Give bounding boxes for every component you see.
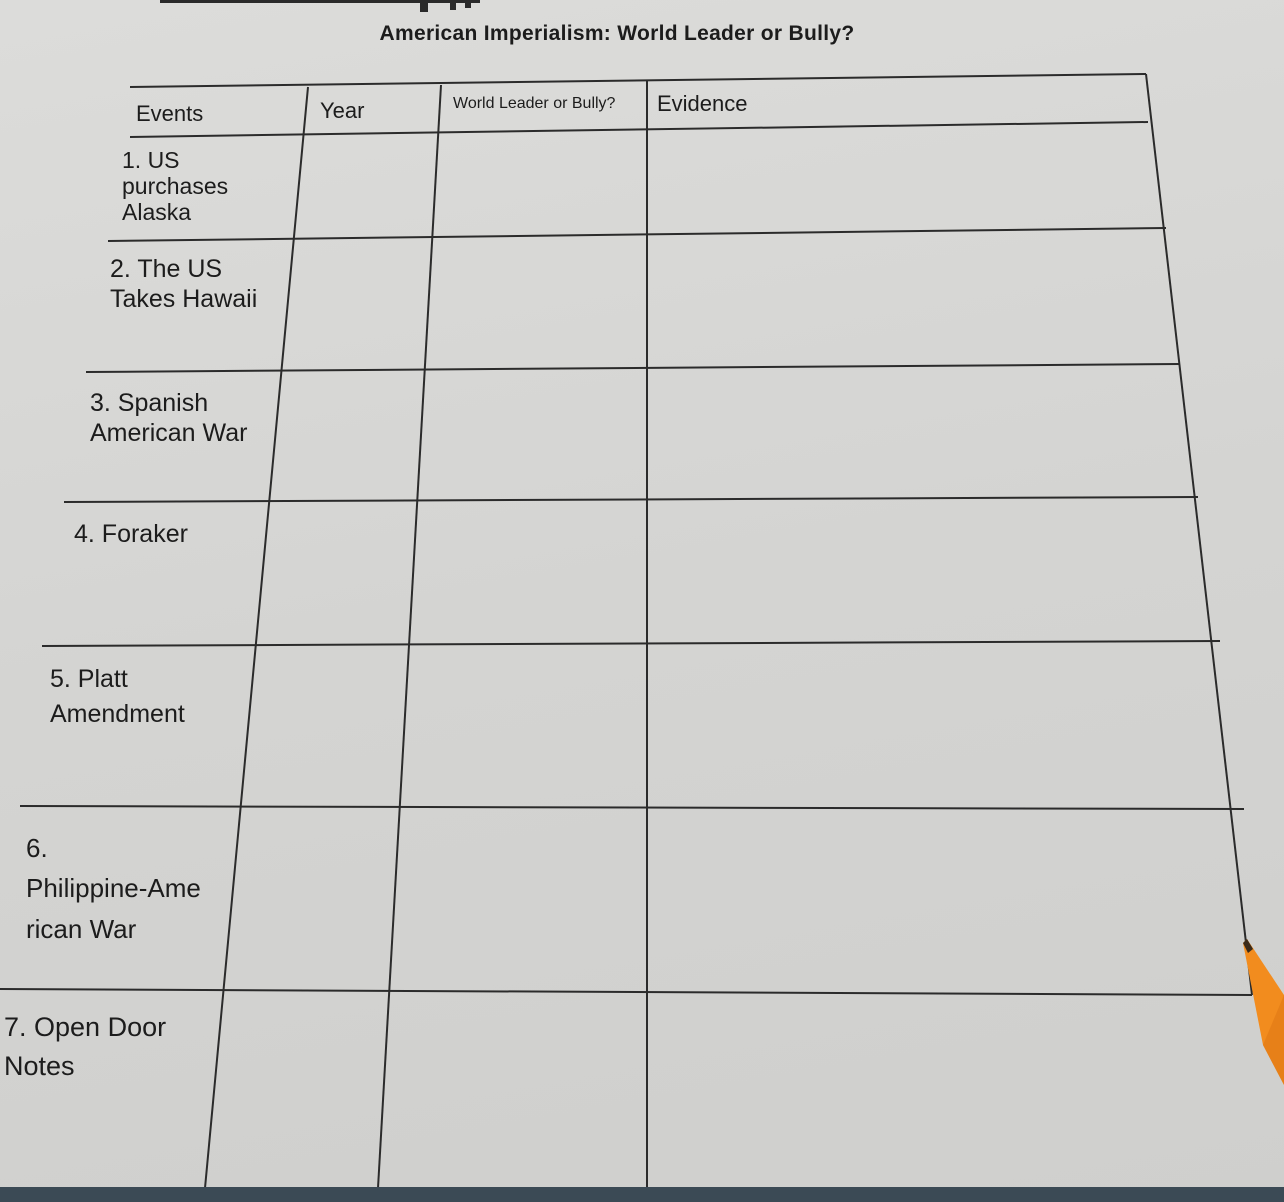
event-4-label: 4. Foraker [74, 520, 188, 548]
event-2-label: 2. The US Takes Hawaii [110, 255, 258, 313]
row-divider [42, 641, 1220, 646]
event-3-label: 3. Spanish American War [90, 389, 248, 447]
table-surface [0, 1187, 1284, 1202]
row-divider [0, 989, 1252, 995]
worksheet-title: American Imperialism: World Leader or Bully? [379, 22, 855, 45]
col-divider-year [205, 87, 308, 1188]
table-header-divider [130, 122, 1148, 137]
event-5-label: 5. Platt Amendment [50, 665, 185, 728]
event-7-label: 7. Open Door Notes [4, 1012, 167, 1082]
row-divider [86, 364, 1180, 372]
header-year: Year [320, 98, 365, 123]
event-1-label: 1. US purchases Alaska [122, 147, 229, 225]
header-events: Events [136, 101, 204, 126]
row-divider [20, 806, 1244, 809]
table-right-border [1146, 74, 1252, 995]
pencil-icon [1235, 935, 1284, 1085]
col-divider-leader [378, 85, 441, 1188]
row-divider [64, 497, 1198, 502]
row-divider [108, 228, 1166, 241]
header-evidence: Evidence [657, 91, 748, 116]
event-6-label: 6. Philippine-Ame rican War [26, 833, 201, 944]
table-top-border [130, 74, 1146, 87]
header-leader-or-bully: World Leader or Bully? [453, 95, 616, 112]
